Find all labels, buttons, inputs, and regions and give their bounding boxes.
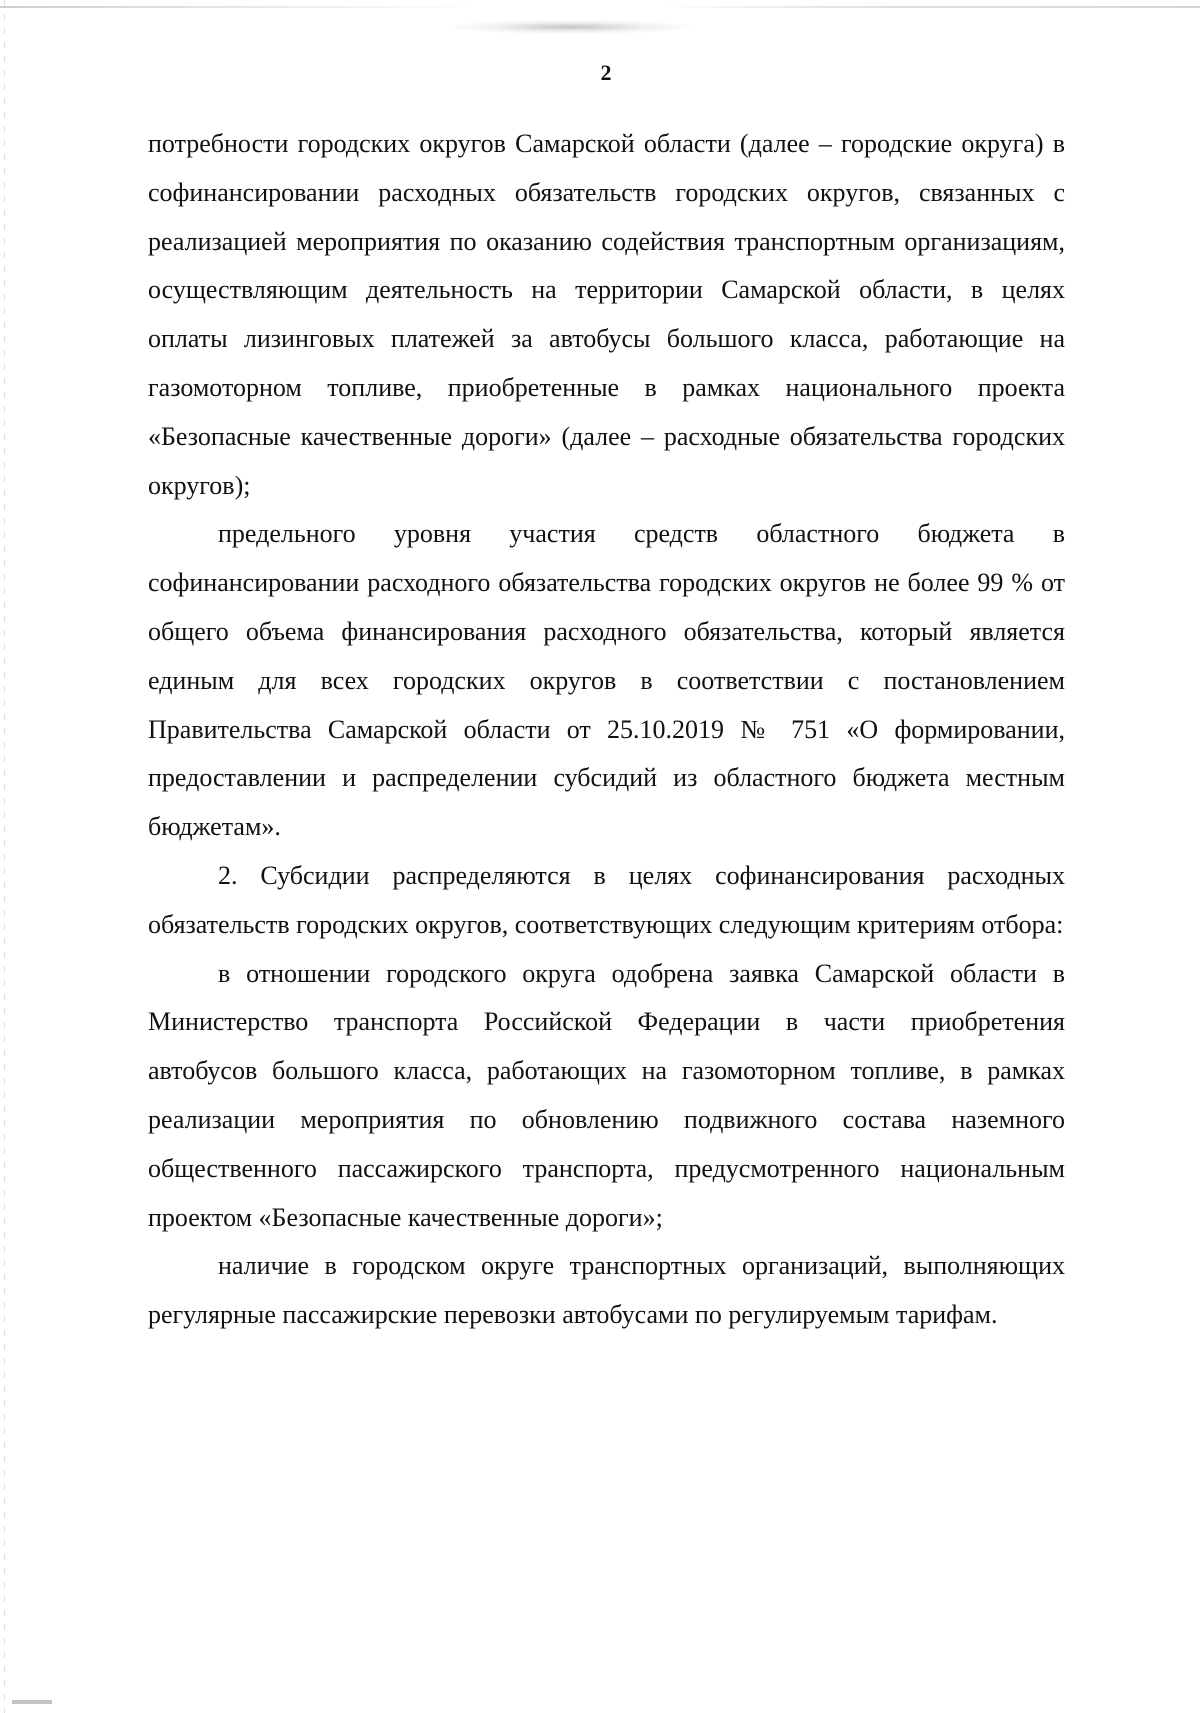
document-body: [148, 120, 1065, 1340]
page-number: 2: [600, 60, 612, 85]
paragraph-subsidy-criteria: 2. Субсидии распределяются в целях софинансирования расходных обязательств городских округов, соответствующих следующим критериям отбора:: [148, 860, 1065, 939]
scan-corner-artifact: [12, 1700, 52, 1704]
paragraph-needs-cofinancing: потребности городских округов Самарской области (далее – городские округа) в софинансировании расходных обязательств городских округов, связанных с реализацией мероприятия по оказанию содействия транспортным организациям, осуществляющим деятельность на территории Самарской области, в целях оплаты лизинговых платежей за автобусы большого класса, работающие на газомоторном топливе, приобретенные в рамках национального проекта «Безопасные качественные дороги» (далее – расходные обязательства городских округов);: [148, 129, 1065, 500]
paragraph-criterion-transport-orgs: наличие в городском округе транспортных организаций, выполняющих регулярные пассажирские перевозки автобусами по регулируемым тарифам.: [148, 1251, 1065, 1330]
paragraph-criterion-application: в отношении городского округа одобрена заявка Самарской области в Министерство транспорта Российской Федерации в части приобретения автобусов большого класса, работающих на газомоторном топливе, в рамках реализации мероприятия по обновлению подвижного состава наземного общественного пассажирского транспорта, предусмотренного национальным проектом «Безопасные качественные дороги»;: [148, 958, 1065, 1232]
scan-margin-artifact: [4, 0, 5, 1713]
scan-smudge-artifact: [450, 20, 690, 34]
paragraph-budget-limit: предельного уровня участия средств областного бюджета в софинансировании расходного обязательства городских округов не более 99 % от общего объема финансирования расходного обязательства, который является единым для всех городских округов в соответствии с постановлением Правительства Самарской области от 25.10.2019 № 751 «О формировании, предоставлении и распределении субсидий из областного бюджета местным бюджетам».: [148, 519, 1065, 842]
scan-edge-artifact: [0, 6, 1200, 8]
